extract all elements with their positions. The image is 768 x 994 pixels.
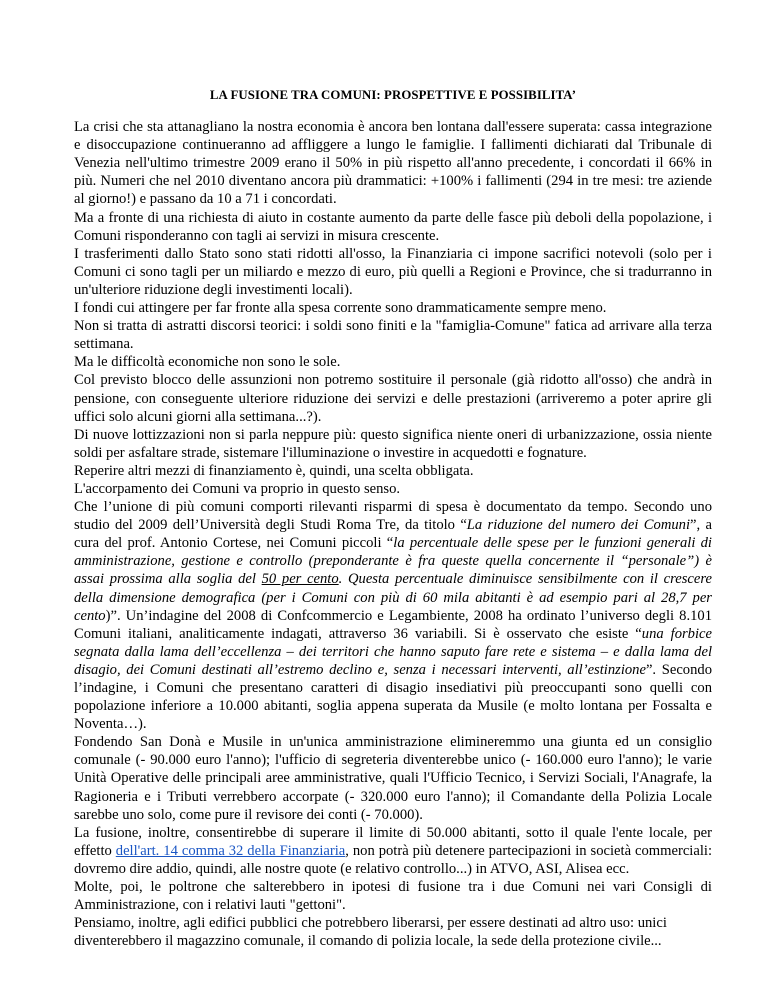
- study-title: La riduzione del numero dei Comuni: [466, 517, 691, 534]
- paragraph-aid-requests: Ma a fronte di una richiesta di aiuto in costante aumento da parte delle fasce più deboli della popolazione, i Comuni risponderanno con tagli ai servizi in misura crescente.: [74, 209, 712, 244]
- paragraph-hiring-freeze: Col previsto blocco delle assunzioni non potremo sostituire il personale (già ridotto all'osso) che andrà in pensione, con conseguente ulteriore riduzione dei servizi e delle prestazioni (arriveremo a poter aprire gli uffici solo alcuni giorni alla settimana...?).: [74, 372, 712, 425]
- paragraph-fusion-limit: [74, 824, 712, 878]
- paragraph-financing: Reperire altri mezzi di finanziamento è, quindi, una scelta obbligata.: [74, 462, 474, 479]
- paragraph-lottizzazioni: Di nuove lottizzazioni non si parla neppure più: questo significa niente oneri di urbanizzazione, ossia niente soldi per asfaltare strade, sistemare l'illuminazione o investire in acquedotti e fognature.: [74, 426, 712, 461]
- fusion-text-2: , non potrà più detenere partecipazioni in società commerciali: dovremo dire addio, quindi, alle nostre quote (e relativo controllo...) in ATVO, ASI, Alisea ecc.: [74, 842, 712, 877]
- paragraph-poltrone: Molte, poi, le poltrone che salterebbero in ipotesi di fusione tra i due Comuni nei vari Consigli di Amministrazione, con i relativi lauti "gettoni".: [74, 879, 712, 914]
- paragraph-difficulties: Ma le difficoltà economiche non sono le sole.: [74, 354, 341, 371]
- study-quote-2: . Questa percentuale diminuisce sensibilmente con il crescere della dimensione demografica (per i Comuni con più di 60 mila abitanti è ad esempio pari al 28,7 per cento: [74, 571, 712, 624]
- study-quote-3: una forbice segnata dalla lama dell’eccellenza – dei territori che hanno saputo fare rete e sistema – e dalla lama del disagio, dei Comuni destinati all’estremo declino e, senza i necessari interventi, all’estinzione: [74, 625, 712, 678]
- paragraph-accorpamento: L'accorpamento dei Comuni va proprio in questo senso.: [74, 480, 401, 497]
- studies-text-3: )”. Un’indagine del 2008 di Confcommercio e Legambiente, 2008 ha ordinato l’universo degli 8.101 Comuni italiani, analiticamente indagati, attraverso 36 variabili. Si è osservato che esiste “: [74, 607, 712, 642]
- document-title: LA FUSIONE TRA COMUNI: PROSPETTIVE E POSSIBILITA’: [209, 88, 577, 102]
- study-quote-underlined: 50 per cento: [261, 571, 339, 588]
- finanziaria-article-link[interactable]: dell'art. 14 comma 32 della Finanziaria: [115, 842, 346, 859]
- studies-text-2: ”, a cura del prof. Antonio Cortese, nei Comuni piccoli “: [74, 517, 712, 552]
- paragraph-funds: I fondi cui attingere per far fronte alla spesa corrente sono drammaticamente sempre meno.: [74, 300, 607, 317]
- studies-text-4: ”. Secondo l’indagine, i Comuni che presentano caratteri di disagio insediativi più preoccupanti sono quelli con popolazione inferiore a 10.000 abitanti, soglia appena superata da Musile (e molto lontana per Fossalta e Noventa…).: [74, 661, 712, 733]
- fusion-text-1: La fusione, inoltre, consentirebbe di superare il limite di 50.000 abitanti, sotto il quale l'ente locale, per effetto: [74, 824, 712, 859]
- study-quote-1: la percentuale delle spese per le funzioni generali di amministrazione, gestione e controllo (preponderante è fra queste quella concernente il “personale”) è assai prossima alla soglia del: [74, 535, 712, 588]
- paragraph-crisis: La crisi che sta attanagliano la nostra economia è ancora ben lontana dall'essere superata: cassa integrazione e disoccupazione continueranno ad affliggere a lungo le famiglie. I fallimenti dichiarati dal Tribunale di Venezia nell'ultimo trimestre 2009 erano il 50% in più rispetto all'anno precedente, i concordati il 66% in più. Numeri che nel 2010 diventano ancora più drammatici: +100% i fallimenti (294 in tre mesi: tre aziende al giorno!) e passano da 10 a 71 i concordati.: [74, 119, 712, 208]
- paragraph-edifici: Pensiamo, inoltre, agli edifici pubblici che potrebbero liberarsi, per essere destinati ad altro uso: unici diventerebbero il magazzino comunale, il comando di polizia locale, la sede della protezione civile...: [74, 915, 667, 950]
- paragraph-transfers: I trasferimenti dallo Stato sono stati ridotti all'osso, la Finanziaria ci impone sacrifici notevoli (solo per i Comuni ci sono tagli per un miliardo e mezzo di euro, più quelli a Regioni e Province, che si tradurranno in un'ulteriore riduzione degli investimenti locali).: [74, 245, 712, 298]
- paragraph-money-finished: Non si tratta di astratti discorsi teorici: i soldi sono finiti e la "famiglia-Comune" fatica ad arrivare alla terza settimana.: [74, 318, 712, 353]
- paragraph-savings: Fondendo San Donà e Musile in un'unica amministrazione elimineremmo una giunta ed un consiglio comunale (- 90.000 euro l'anno); l'ufficio di segreteria diventerebbe unico (- 160.000 euro l'anno); le varie Unità Operative delle principali aree amministrative, quali l'Ufficio Tecnico, i Servizi Sociali, l'Anagrafe, la Ragioneria e i Tributi verrebbero accorpate (- 320.000 euro l'anno); il Comandante della Polizia Locale sarebbe uno solo, come pure il revisore dei conti (- 70.000).: [74, 734, 712, 823]
- studies-text-1: Che l’unione di più comuni comporti rilevanti risparmi di spesa è documentato da tempo. Secondo uno studio del 2009 dell’Università degli Studi Roma Tre, da titolo “: [74, 499, 712, 534]
- paragraph-studies: [74, 498, 712, 733]
